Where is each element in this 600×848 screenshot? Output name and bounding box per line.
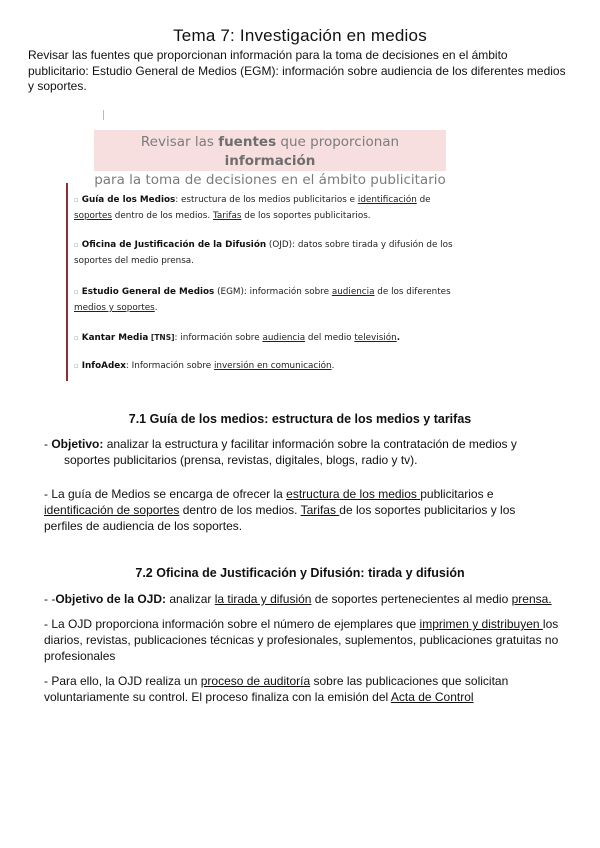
paragraph-text: sobre las publicaciones que solicitan voluntariamente su control. El proceso finaliza con la emisión del bbox=[44, 674, 509, 704]
source-item-infoadex bbox=[74, 358, 474, 374]
source-text: de los soportes publicitarios. bbox=[241, 211, 371, 221]
source-item-kantar bbox=[74, 330, 474, 346]
underlined-term: proceso de auditoría bbox=[200, 674, 311, 688]
paragraph-text: de soportes pertenecientes al medio bbox=[311, 592, 512, 606]
accent-bar bbox=[66, 183, 68, 381]
banner-text: Revisar las bbox=[140, 134, 219, 150]
underlined-term: la tirada y difusión bbox=[214, 592, 312, 606]
paragraph-text: publicitarios e bbox=[420, 487, 494, 501]
bullet-icon: ▫ bbox=[74, 334, 79, 342]
source-name: Oficina de Justificación de la Difusión bbox=[81, 240, 267, 250]
paragraph-text: analizar la estructura y facilitar información sobre la contratación de medios y bbox=[103, 437, 517, 451]
paragraph-text: de los soportes publicitarios y los bbox=[339, 503, 516, 517]
paragraph-text: - Para ello, la OJD realiza un bbox=[44, 674, 201, 688]
banner-emphasis: información bbox=[224, 153, 316, 169]
s2-audit-paragraph bbox=[44, 673, 572, 705]
source-text: de bbox=[416, 195, 431, 205]
source-text: : estructura de los medios publicitarios e bbox=[175, 195, 358, 205]
source-name: InfoAdex bbox=[81, 361, 126, 371]
underlined-term: televisión bbox=[354, 333, 397, 343]
banner-line-1 bbox=[94, 133, 446, 171]
section-heading-7-1: 7.1 Guía de los medios: estructura de los medios y tarifas bbox=[128, 412, 472, 426]
objective-label: Objetivo de la OJD: bbox=[55, 592, 167, 606]
underlined-term: soportes bbox=[74, 211, 112, 221]
source-item-ojd bbox=[74, 237, 474, 269]
underlined-term: audiencia bbox=[331, 287, 375, 297]
s2-copies-paragraph bbox=[44, 616, 572, 664]
source-text: . bbox=[396, 333, 401, 343]
source-text: de los diferentes bbox=[374, 287, 451, 297]
source-text: soportes del medio prensa. bbox=[74, 256, 194, 266]
source-name: Estudio General de Medios bbox=[81, 287, 215, 297]
banner-emphasis: fuentes bbox=[218, 134, 277, 150]
underlined-term: identificación de soportes bbox=[44, 503, 180, 517]
underlined-term: inversión en comunicación bbox=[213, 361, 332, 371]
source-name: Kantar Media bbox=[81, 333, 149, 343]
source-item-guia bbox=[74, 192, 474, 224]
source-text: (OJD): datos sobre tirada y difusión de los bbox=[266, 240, 453, 250]
section-heading-7-2: 7.2 Oficina de Justificación y Difusión: tirada y difusión bbox=[135, 566, 465, 580]
underlined-term: imprimen y distribuyen bbox=[419, 617, 543, 631]
paragraph-text: analizar bbox=[166, 592, 215, 606]
sources-list-box bbox=[66, 183, 476, 381]
underlined-term: medios y soportes bbox=[74, 303, 155, 313]
source-text: (EGM): información sobre bbox=[214, 287, 332, 297]
underlined-term: audiencia bbox=[262, 333, 306, 343]
source-name: Guía de los Medios bbox=[81, 195, 176, 205]
sources-banner bbox=[94, 130, 446, 188]
source-text: . bbox=[331, 361, 335, 371]
underlined-term: Acta de Control bbox=[390, 690, 474, 704]
source-text: . bbox=[154, 303, 158, 313]
paragraph-text: los diarios, revistas, publicaciones técnicas y profesionales, suplementos, publicaciones gratuitas no profesionales bbox=[44, 617, 559, 663]
banner-text: que proporcionan bbox=[276, 134, 400, 150]
underlined-term: Tarifas bbox=[212, 211, 242, 221]
page-title: Tema 7: Investigación en medios bbox=[173, 26, 427, 45]
margin-mark bbox=[103, 110, 104, 120]
source-text: del medio bbox=[305, 333, 355, 343]
underlined-term: Tarifas bbox=[300, 503, 340, 517]
paragraph-text: soportes publicitarios (prensa, revistas, digitales, blogs, radio y tv). bbox=[64, 453, 418, 467]
underlined-term: prensa. bbox=[511, 592, 552, 606]
source-text: : Información sobre bbox=[125, 361, 214, 371]
underlined-term: estructura de los medios bbox=[286, 487, 421, 501]
underlined-term: identificación bbox=[357, 195, 417, 205]
bullet-icon: ▫ bbox=[74, 241, 79, 249]
bullet-icon: ▫ bbox=[74, 288, 79, 296]
s2-objective-paragraph bbox=[44, 591, 572, 607]
source-item-egm bbox=[74, 284, 474, 316]
source-text: : información sobre bbox=[174, 333, 263, 343]
dash: - bbox=[44, 437, 52, 451]
dash: - - bbox=[44, 592, 56, 606]
source-tag: [TNS] bbox=[148, 333, 175, 342]
banner-line-2: para la toma de decisiones en el ámbito publicitario bbox=[94, 172, 446, 188]
paragraph-text: dentro de los medios. bbox=[179, 503, 301, 517]
objective-label: Objetivo: bbox=[51, 437, 104, 451]
bullet-icon: ▫ bbox=[74, 362, 79, 370]
intro-paragraph: Revisar las fuentes que proporcionan información para la toma de decisiones en el ámbito publicitario: Estudio General de Medios (EGM): información sobre audiencia de los diferentes medios y soportes. bbox=[28, 48, 566, 93]
paragraph-text: - La guía de Medios se encarga de ofrecer la bbox=[44, 487, 287, 501]
paragraph-text: - La OJD proporciona información sobre el número de ejemplares que bbox=[44, 617, 420, 631]
s1-guide-paragraph bbox=[44, 486, 572, 534]
s1-objective-paragraph bbox=[44, 436, 572, 468]
paragraph-text: perfiles de audiencia de los soportes. bbox=[44, 519, 243, 533]
bullet-icon: ▫ bbox=[74, 196, 79, 204]
source-text: dentro de los medios. bbox=[112, 211, 213, 221]
